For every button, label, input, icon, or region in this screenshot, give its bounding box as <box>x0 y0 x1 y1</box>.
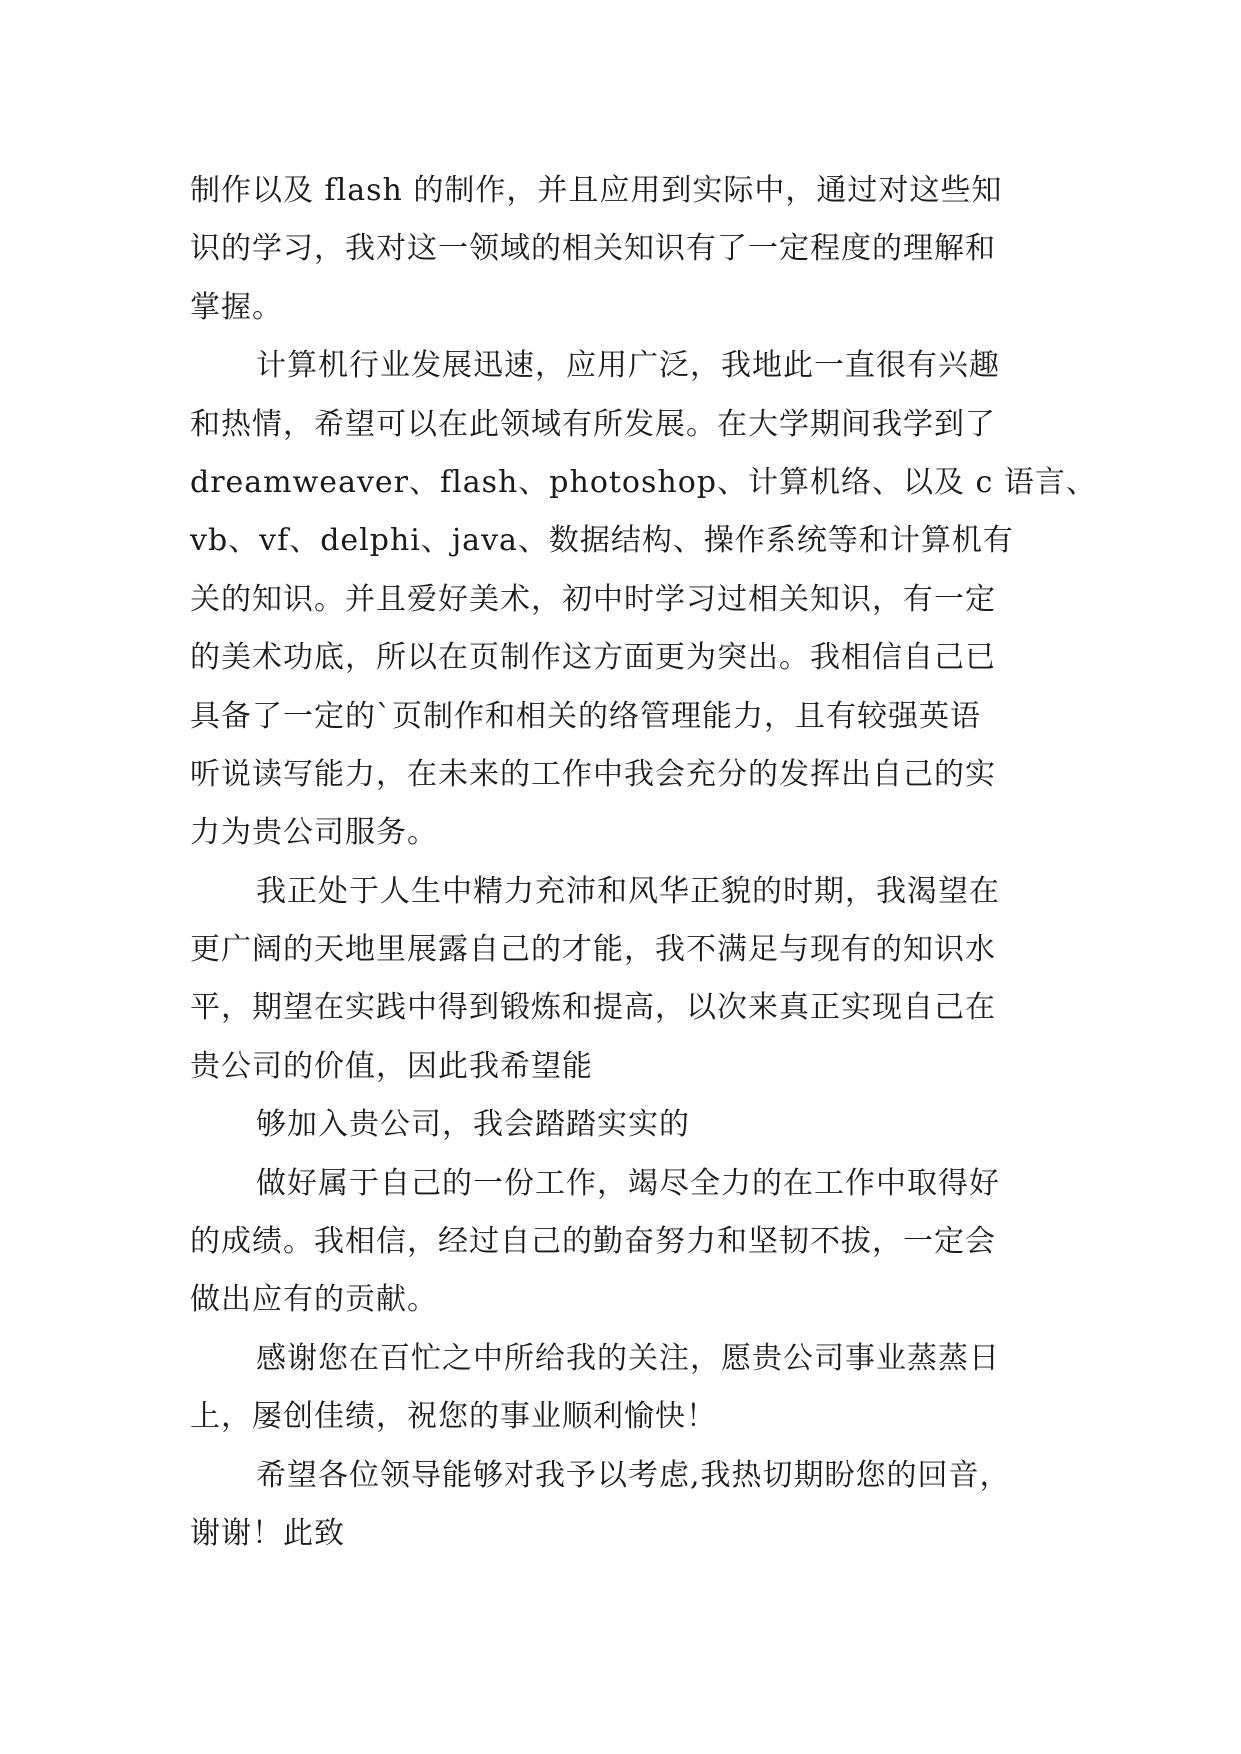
text-line: 制作以及 flash 的制作，并且应用到实际中，通过对这些知 <box>190 173 1003 208</box>
text-line: 希望各位领导能够对我予以考虑,我热切期盼您的回音， <box>256 1457 1011 1493</box>
paragraph-5 <box>190 1155 1050 1330</box>
paragraph-3 <box>190 863 1050 1097</box>
text-line: 和热情，希望可以在此领域有所发展。在大学期间我学到了 <box>190 406 996 442</box>
text-line: dreamweaver、flash、photoshop、计算机络、以及 c 语言、 <box>190 464 1097 500</box>
text-line: 我正处于人生中精力充沛和风华正貌的时期，我渴望在 <box>256 873 1000 909</box>
paragraph-2 <box>190 337 1097 863</box>
text-line: 上，屡创佳绩，祝您的事业顺利愉快！ <box>190 1399 717 1435</box>
text-line: 掌握。 <box>190 289 283 325</box>
text-line: 具备了一定的`页制作和相关的络管理能力，且有较强英语 <box>190 698 981 734</box>
text-line: 的成绩。我相信，经过自己的勤奋努力和坚韧不拔，一定会 <box>190 1224 996 1260</box>
paragraph-6 <box>190 1330 1050 1447</box>
body-text <box>190 162 1097 1563</box>
text-line: 的美术功底，所以在页制作这方面更为突出。我相信自己已 <box>190 640 996 676</box>
text-line: vb、vf、delphi、java、数据结构、操作系统等和计算机有 <box>190 523 1014 559</box>
text-line: 力为贵公司服务。 <box>190 815 438 851</box>
text-line: 感谢您在百忙之中所给我的关注，愿贵公司事业蒸蒸日 <box>256 1340 1000 1376</box>
text-line: 平，期望在实践中得到锻炼和提高，以次来真正实现自己在 <box>190 990 996 1026</box>
text-line: 听说读写能力，在未来的工作中我会充分的发挥出自己的实 <box>190 756 996 792</box>
paragraph-1 <box>190 162 1050 337</box>
text-line: 做出应有的贡献。 <box>190 1282 438 1318</box>
text-line: 够加入贵公司，我会踏踏实实的 <box>256 1107 690 1143</box>
text-line: 贵公司的价值，因此我希望能 <box>190 1048 593 1084</box>
text-line: 更广阔的天地里展露自己的才能，我不满足与现有的知识水 <box>190 932 996 968</box>
text-line: 做好属于自己的一份工作，竭尽全力的在工作中取得好 <box>256 1165 1000 1201</box>
text-line: 谢谢！此致 <box>190 1515 345 1551</box>
text-line: 识的学习，我对这一领域的相关知识有了一定程度的理解和 <box>190 231 996 267</box>
paragraph-7 <box>190 1447 1050 1564</box>
text-line: 关的知识。并且爱好美术，初中时学习过相关知识，有一定 <box>190 581 996 617</box>
paragraph-4 <box>190 1096 1050 1154</box>
text-line: 计算机行业发展迅速，应用广泛，我地此一直很有兴趣 <box>256 348 1000 384</box>
